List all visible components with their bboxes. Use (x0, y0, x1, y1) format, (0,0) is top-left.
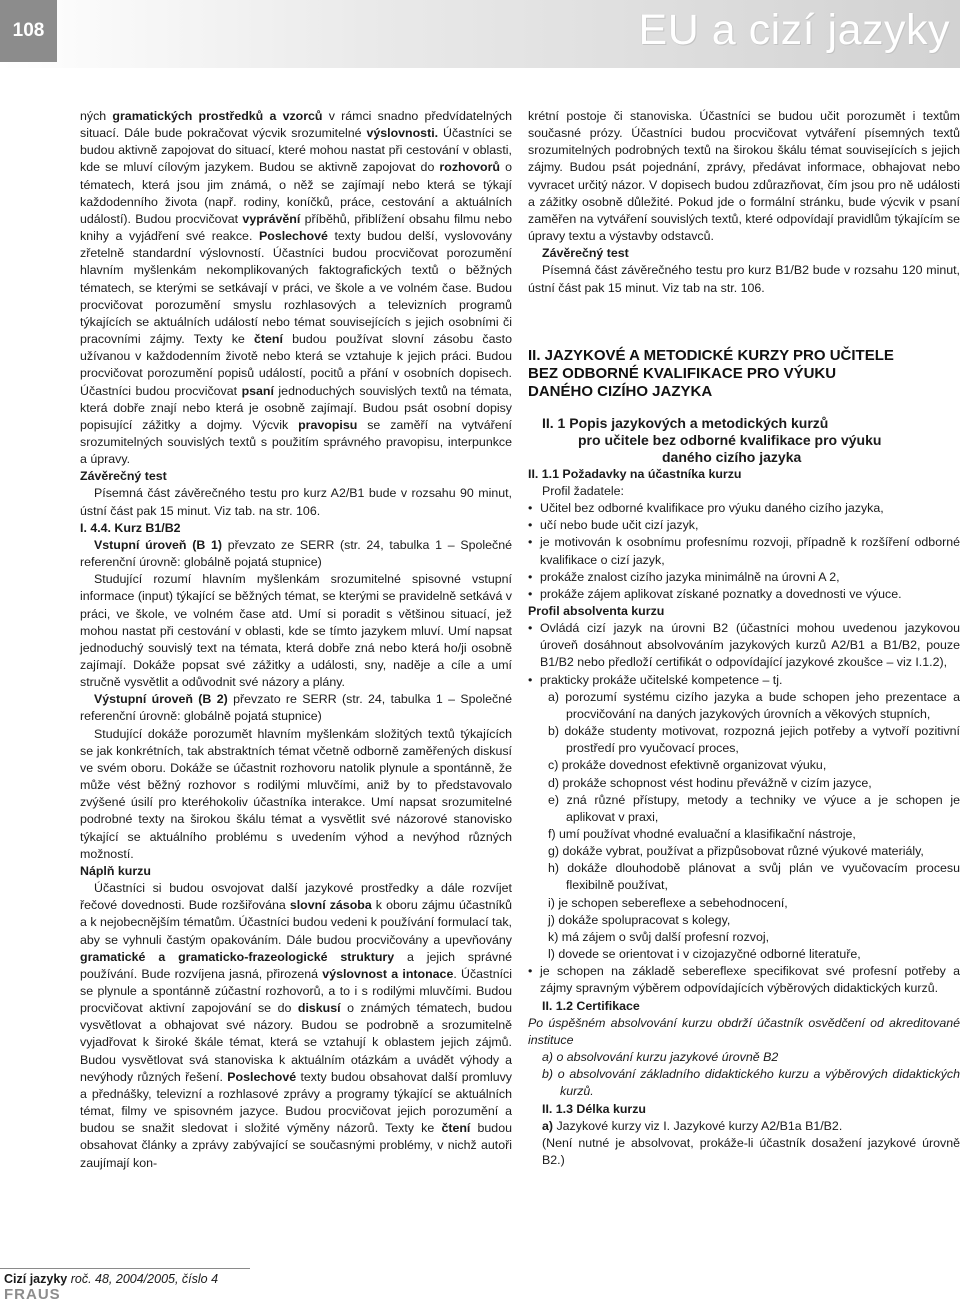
emphasis-text: diskusí (297, 1001, 341, 1016)
entry-level-label: Vstupní úroveň (B 1) (94, 537, 223, 552)
emphasis-text: čtení (253, 332, 283, 347)
entry-level (80, 537, 512, 571)
list-item: • je motivován k osobnímu profesnímu rozvoji, případně k rozšíření odborné kvalifikace o cizí jazyk, (528, 534, 960, 568)
course-content-text (80, 880, 512, 1172)
emphasis-text: gramatické a gramaticko-frazeologické struktury (80, 949, 395, 964)
main-heading-line-3: DANÉHO CIZÍHO JAZYKA (528, 382, 713, 400)
duration-heading: II. 1.3 Délka kurzu (542, 1101, 646, 1116)
exit-level-desc: Studující dokáže porozumět hlavním myšlenkám složitých textů týkajících se jak konkrétních, tak abstraktních témat včetně odborně zaměřených diskusí ve svém oboru. Dokáže se účastnit rozhovoru natolik plynule a spontánně, že může vést běžný rozhovor s rodilými mluvčími, aniž by to představovalo zvýšené úsilí pro kteréhokoliv účastníka interakce. Umí napsat srozumitelné podrobné texty na širokou škálu témat a vysvětlit své názorové stanovisko týkající se aktuálního problému s uvedením výhod a nevýhod různých možností. (80, 726, 512, 861)
page-number: 108 (0, 0, 57, 62)
course-content-heading: Náplň kurzu (80, 863, 151, 878)
emphasis-text: rozhovorů (439, 160, 500, 175)
certification-b: b) o absolvování základního didaktického kurzu a výběrových didaktických kurzů. (542, 1067, 960, 1099)
text-run: jednoduchých souvislých textů na témata, která dobře znají nebo která je osobně zajímají. Budou psát osobní dopisy popisující zážitky a dojmy. Výcvik (80, 383, 512, 432)
list-item: h) dokáže dlouhodobě plánovat a svůj plán ve vyučovacím procesu flexibilně používat, (548, 861, 960, 893)
exit-level-text: převzato re SERR (str. 24, tabulka 1 – Společné referenční úrovně: globálně pojatá stupnice) (80, 692, 512, 724)
emphasis-text: výslovnost a intonace (322, 966, 454, 981)
text-run: v rámci snadno předvídatelných situací. Dále bude pokračovat výcvik srozumitelné (80, 109, 513, 141)
left-column (80, 108, 512, 1172)
list-item: • učí nebo bude učit cizí jazyk, (528, 517, 960, 534)
duration-note: (Není nutné je absolvovat, prokáže-li účastník dosažení jazykové úrovně B2.) (542, 1135, 960, 1167)
text-run: Účastníci si budou osvojovat další jazykové prostředky a dále rozvíjet řečové dovednosti. Bude rozšiřována (80, 881, 512, 913)
main-heading-line-2: BEZ ODBORNÉ KVALIFIKACE PRO VÝUKU (528, 364, 837, 382)
subheading-1: II. 1 Popis jazykových a metodických kurzů (542, 414, 829, 431)
text-run: budou obsahovat články a zprávy zabývající se současnými problémy, v nichž autoři zaujímají kon- (80, 1121, 512, 1170)
text-run: ných (80, 109, 113, 123)
text-run: se zaměří na vytváření srozumitelných souvislých textů s použitím správného pravopisu, interpunkce a úpravy. (80, 417, 512, 467)
main-heading-line-1: II. JAZYKOVÉ A METODICKÉ KURZY PRO UČITELE (528, 346, 894, 364)
emphasis-text: Poslechové (259, 229, 328, 244)
text-run: . Účastníci se plynule a spontánně zúčastní rozhovorů, a to i s rodilými mluvčími. Budou procvičovat aktivní zapojování se do (80, 966, 512, 1016)
text-run: texty budou delší, vyslovovány zřetelně standardní výslovností. Účastníci budou procvičovat porozumění hlavním myšlenkám nekomplikovaných faktografických textů o běžných tématech, se kterými se setkávají v práci, ve škole a ve volném čase. Budou procvičovat porozumění smyslu rozhlasových a televizních programů týkajících se aktuálních událostí nebo témat souvisejících s jejich osobními či pracovními zájmy. Texty ke (80, 229, 512, 347)
exit-level-label: Výstupní úroveň (B 2) (94, 692, 228, 707)
publisher-logo: FRAUS (4, 1286, 61, 1303)
text-run: budou používat slovní zásobu často užívanou v každodenním životě nebo která se vztahuje k jejich práci. Budou procvičovat porozumění popisů událostí, pocitů a přání v osobních dopisech. Účastníci budou procvičovat (80, 332, 513, 398)
certification-heading: II. 1.2 Certifikace (542, 998, 640, 1013)
list-item: c) prokáže dovednost efektivně organizovat výuku, (548, 758, 827, 773)
certification-text: Po úspěšném absolvování kurzu obdrží účastník osvědčení od akreditované instituce (528, 1015, 960, 1047)
text-run: příběhů, přiblížení obsahu filmu nebo knihy a vyjádření své reakce. (80, 211, 512, 244)
text-run: o známých tématech, budou vysvětlovat a obhajovat své názory. Budou se podrobně a srozumitelně vyjadřovat k široké škále témat, která se vztahují k oblastem jejich zájmů. Budou vysvětlovat svá stanoviska k aktuálním otázkám a uvádět výhody a nevýhody různých řešení. (80, 1001, 512, 1084)
emphasis-text: pravopisu (298, 417, 358, 432)
paragraph-continued: krétní postoje či stanoviska. Účastníci se budou učit porozumět i textům současné prózy. Účastníci budou procvičovat vytváření písemných textů srozumitelných podrobných textů na širokou škálu témat souvisejících s jejich zájmy. Budou psát pojednání, zprávy, předávat informace, obhajovat nebo vyvracet určitý názor. V dopisech budou zdůrazňovat, čím jsou pro ně události a zážitky osobně důležité. Pokud jde o formální stránku, bude výcvik v psaní zaměřen na vytváření souvislých textů, které odpovídají pravidlům týkajícím se úpravy textu a výstavby odstavců. (528, 109, 960, 244)
paragraph-intro (80, 108, 512, 468)
entry-level-desc: Studující rozumí hlavním myšlenkám srozumitelné spisovné vstupní informace (input) týkající se běžných témat, se kterými se pravidelně setkává v práci, ve škole, ve volném čase atd. Umí si poradit s většinou situací, jež mohou nastat při cestování v oblasti, kde se tímto jazykem mluví. Umí napsat jednoduchý souvislý text na témata, která dobře zná nebo která ho/ji osobně zajímají. Dokáže popsat své zážitky a události, sny, naděje a cíle a umí stručně vysvětlit a odůvodnit své názory a plány. (80, 572, 512, 690)
requirements-heading: II. 1.1 Požadavky na účastníka kurzu (528, 466, 742, 481)
list-item: i) je schopen sebereflexe a sebehodnocení, (548, 895, 788, 910)
final-test-heading: Závěrečný test (80, 469, 167, 484)
certification-a: a) o absolvování kurzu jazykové úrovně B2 (542, 1050, 779, 1065)
final-test-text-2: Písemná část závěrečného testu pro kurz B1/B2 bude v rozsahu 120 minut, ústní část pak 15 minut. Viz tab na str. 106. (528, 263, 960, 295)
entry-level-text: převzato ze SERR (str. 24, tabulka 1 – Společné referenční úrovně: globálně pojatá stupnice) (80, 537, 512, 570)
text-run: Účastníci se budou aktivně zapojovat do situací, které mohou nastat při cestování v oblasti, kde se mluví cílovým jazykem. Budou se aktivně zapojovat do (80, 126, 512, 175)
list-item: j) dokáže spolupracovat s kolegy, (548, 912, 731, 927)
footer-rule (0, 1268, 250, 1269)
applicant-profile-list (528, 500, 960, 603)
journal-name: Cizí jazyky (4, 1272, 68, 1286)
text-run: texty budou obsahovat další promluvy a přednášky, televizní a rozhlasové zprávy a programy týkající se aktuálních témat, filmy ve spisovném jazyce. Budou procvičovat jejich porozumění a budou se snažit sledovat i složité výměny názorů. Texty ke (80, 1069, 513, 1136)
section-title: EU a cizí jazyky (638, 6, 950, 54)
list-item: l) dovede se orientovat i v cizojazyčné odborné literatuře, (548, 947, 861, 962)
list-item: • prakticky prokáže učitelské kompetence – tj. (528, 672, 960, 689)
competence-list (528, 689, 960, 964)
list-item: • Učitel bez odborné kvalifikace pro výuku daného cizího jazyka, (528, 500, 960, 517)
list-item: • je schopen na základě sebereflexe specifikovat své profesní potřeby a zájmy spravným výběrem odpovídajících výběrových didaktických kurzů. (528, 963, 960, 997)
list-item: e) zná různé přístupy, metody a techniky ve výuce a je schopen je aplikovat v praxi, (548, 792, 960, 824)
final-test-heading-2: Závěrečný test (542, 246, 629, 261)
footer-citation (4, 1272, 218, 1287)
list-item: k) má zájem o svůj další profesní rozvoj, (548, 929, 770, 944)
list-item: • Ovládá cizí jazyk na úrovni B2 (účastníci mohou uvedenou jazykovou úroveň dosáhnout absolvováním jazykových kurzů A2/B1 a B1/B2, pouze B1/B2 nebo předloží certifikát o odpovídající jazykové zkoušce – viz I.1.2), (528, 620, 960, 671)
graduate-profile-heading: Profil absolventa kurzu (528, 603, 665, 618)
subheading-2-line-2: daného cizího jazyka (662, 448, 802, 465)
emphasis-text: čtení (441, 1121, 471, 1136)
graduate-profile-list-end (528, 963, 960, 997)
list-item: • prokáže znalost cizího jazyka minimálně na úrovni A 2, (528, 569, 960, 586)
duration-a (528, 1118, 960, 1135)
emphasis-text: gramatických prostředků a vzorců (112, 109, 323, 123)
right-column (528, 108, 960, 1169)
text-run: a jejich správné používání. Bude rozvíjena jasná, přirozená (80, 949, 512, 981)
exit-level (80, 691, 512, 725)
journal-issue: roč. 48, 2004/2005, číslo 4 (70, 1272, 219, 1286)
emphasis-text: Poslechové (227, 1069, 297, 1084)
emphasis-text: slovní zásoba (289, 898, 372, 913)
graduate-profile-list (528, 620, 960, 689)
duration-a-label: a) (542, 1118, 554, 1133)
subheading-2-line-1: pro učitele bez odborné kvalifikace pro výuku (578, 431, 882, 448)
emphasis-text: výslovnosti. (366, 126, 439, 141)
list-item: d) prokáže schopnost vést hodinu převážně v cizím jazyce, (548, 775, 872, 790)
list-item: • prokáže zájem aplikovat získané poznatky a dovednosti ve výuce. (528, 586, 960, 603)
list-item: a) porozumí systému cizího jazyka a bude schopen jeho prezentace a procvičování na daných jazykových úrovních a věkových stupních, (548, 689, 960, 721)
emphasis-text: psaní (241, 383, 274, 398)
duration-a-text: Jazykové kurzy viz I. Jazykové kurzy A2/B1a B1/B2. (553, 1118, 843, 1133)
list-item: f) umí používat vhodné evaluační a klasifikační nástroje, (548, 827, 856, 841)
applicant-profile-label: Profil žadatele: (542, 483, 624, 498)
final-test-text: Písemná část závěrečného testu pro kurz A2/B1 bude v rozsahu 90 minut, ústní část pak 15 minut. Viz tab. na str. 106. (80, 486, 512, 518)
list-item: b) dokáže studenty motivovat, rozpozná jejich potřeby a vytvoří pozitivní prostředí pro vyučovací proces, (548, 724, 960, 756)
text-run: k oboru zájmu účastníků a k nejobecnějším tématům. Účastníci budou vedeni k používání formulací tak, aby se vyhnuli častým opakováním. Dále budou procvičovány a upevňovány (80, 898, 512, 947)
list-item: g) dokáže vybrat, používat a přizpůsobovat různé výukové materiály, (548, 844, 924, 859)
text-run: o tématech, která jsou jim známá, o něž se zajímají nebo která se týkají každodenního života (např. rodiny, koníčků, práce, cestování a aktuálních událostí). Budou procvičovat (80, 160, 512, 226)
course-heading: I. 4.4. Kurz B1/B2 (80, 520, 181, 535)
emphasis-text: vyprávění (242, 211, 301, 226)
